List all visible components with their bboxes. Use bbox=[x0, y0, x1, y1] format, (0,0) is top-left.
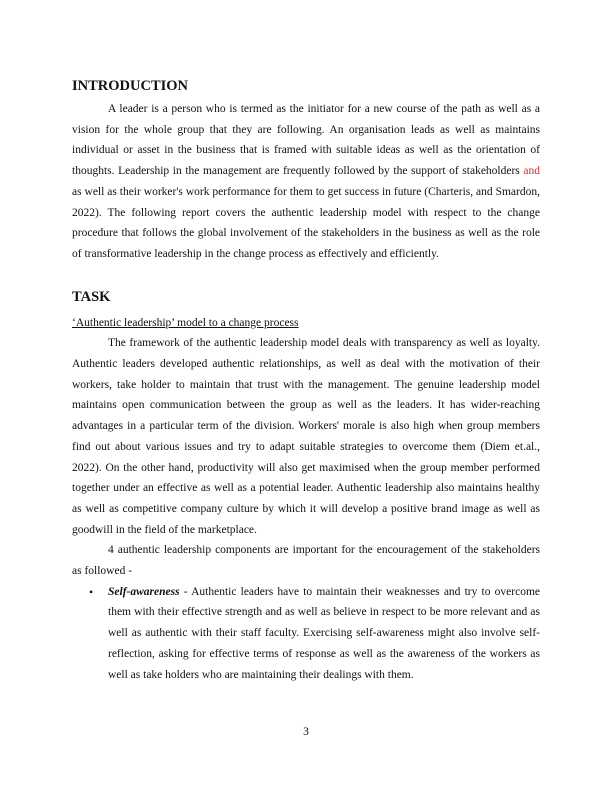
task-subheading: ‘Authentic leadership’ model to a change process bbox=[72, 316, 299, 329]
bullet-icon: • bbox=[89, 584, 94, 599]
intro-text-part-2: as well as their worker's work performance for them to get success in future (Charteris, and Smardon, 2022). The following report covers the authentic leadership model with respect to the change procedure that follows the global involvement of the stakeholders in the business as well as the role of transformative leadership in the change process as effectively and efficiently. bbox=[72, 185, 540, 260]
intro-highlighted-word: and bbox=[523, 165, 540, 178]
section-spacer bbox=[72, 265, 540, 287]
page-number: 3 bbox=[303, 726, 309, 738]
introduction-heading: INTRODUCTION bbox=[72, 78, 189, 94]
task-paragraph-2: 4 authentic leadership components are important for the encouragement of the stakeholders as followed - bbox=[72, 544, 540, 578]
list-item-term: Self-awareness bbox=[108, 585, 180, 598]
task-heading: TASK bbox=[72, 288, 111, 305]
list-item-text: - Authentic leaders have to maintain their weaknesses and try to overcome them with their effective strength and as well as believe in respect to be more relevant and as well as authentic with their staff faculty. Exercising self-awareness might also involve self-reflection, asking for effective terms of response as well as the awareness of the workers as well as take holders who are maintaining their dealings with them. bbox=[108, 585, 540, 681]
list-item bbox=[72, 582, 540, 686]
components-list bbox=[72, 582, 540, 686]
task-paragraph-1: The framework of the authentic leadership model deals with transparency as well as loyalty. Authentic leaders developed authentic relationships, as well as deal with the motivation of their workers, take holder to maintain that trust with the management. The genuine leadership model maintains open communication between the group as well as the leaders. It has wider-reaching advantages in a particular term of the division. Workers' morale is also high when group members find out about various issues and try to adapt suitable strategies to overcome them (Diem et.al., 2022). On the other hand, productivity will also get maximised when the group member performed together under an effective as well as a potential leader. Authentic leadership also maintains healthy as well as competitive company culture by which it will develop a positive brand image as well as goodwill in the field of the marketplace. bbox=[72, 337, 540, 536]
introduction-paragraph bbox=[72, 99, 540, 265]
intro-text-part-1: A leader is a person who is termed as the initiator for a new course of the path as well as a vision for the whole group that they are following. An organisation leads as well as maintains individual or asset in the business that is framed with suitable ideas as well as the orientation of thoughts. Leadership in the management are frequently followed by the support of stakeholders bbox=[72, 103, 540, 178]
document-page bbox=[72, 76, 540, 685]
